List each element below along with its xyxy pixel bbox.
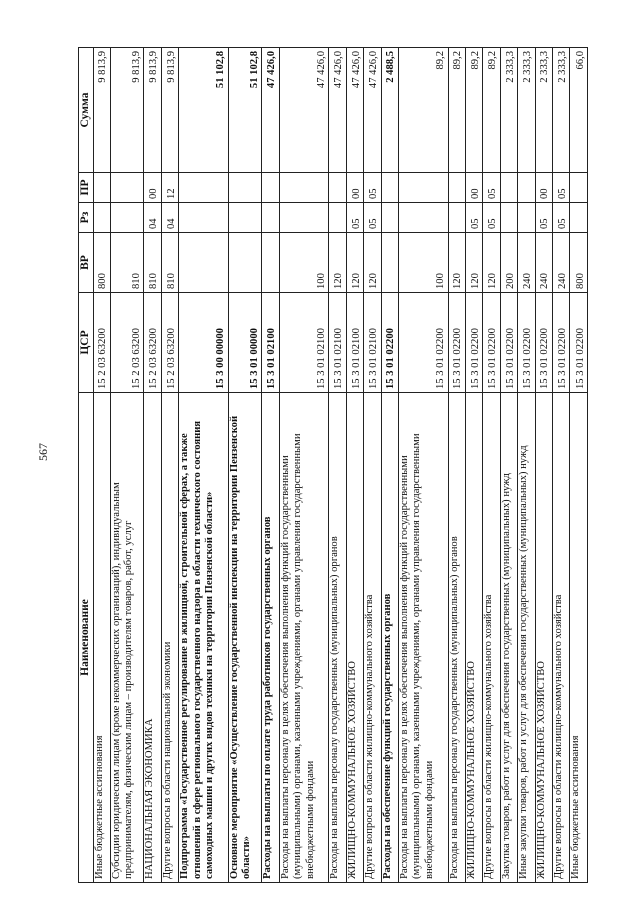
cell-pr [518,173,535,203]
cell-sum: 66,0 [570,48,588,173]
cell-sum: 51 102,8 [228,48,262,173]
cell-pr: 12 [161,173,178,203]
cell-rz: 05 [364,203,381,233]
table-row [228,48,262,883]
cell-csr: 15 3 01 02200 [552,293,569,393]
cell-pr: 05 [364,173,381,203]
cell-name: ЖИЛИЩНО-КОММУНАЛЬНОЕ ХОЗЯЙСТВО [535,393,552,883]
cell-pr [262,173,279,203]
cell-csr: 15 3 01 02200 [448,293,465,393]
cell-sum: 51 102,8 [179,48,229,173]
cell-sum: 47 426,0 [262,48,279,173]
cell-csr: 15 3 01 02200 [483,293,500,393]
header-sum: Сумма [79,48,94,173]
cell-csr: 15 2 03 63200 [110,293,144,393]
budget-table-sheet [78,48,588,883]
cell-csr: 15 3 01 02200 [398,293,448,393]
cell-pr [279,173,329,203]
cell-sum: 2 488,5 [381,48,398,173]
cell-rz: 05 [535,203,552,233]
cell-name: Закупка товаров, работ и услуг для обеспечения государственных (муниципальных) нужд [500,393,517,883]
cell-name: Другие вопросы в области жилищно-коммунального хозяйства [364,393,381,883]
cell-rz [110,203,144,233]
table-row [364,48,381,883]
cell-csr: 15 3 01 02200 [535,293,552,393]
cell-name: ЖИЛИЩНО-КОММУНАЛЬНОЕ ХОЗЯЙСТВО [346,393,363,883]
cell-name: Расходы на обеспечение функций государственных органов [381,393,398,883]
cell-csr: 15 3 01 02100 [279,293,329,393]
cell-rz: 04 [144,203,161,233]
cell-vr: 100 [279,233,329,293]
table-row [552,48,569,883]
cell-sum: 47 426,0 [364,48,381,173]
cell-name: Расходы на выплаты персоналу государственных (муниципальных) органов [448,393,465,883]
cell-name: Иные бюджетные ассигнования [93,393,110,883]
cell-sum: 9 813,9 [144,48,161,173]
table-row [500,48,517,883]
cell-sum: 47 426,0 [279,48,329,173]
cell-vr: 810 [161,233,178,293]
cell-name: НАЦИОНАЛЬНАЯ ЭКОНОМИКА [144,393,161,883]
cell-name: Расходы на выплаты персоналу государственных (муниципальных) органов [329,393,346,883]
table-row [518,48,535,883]
header-csr: ЦСР [79,293,94,393]
table-row [483,48,500,883]
cell-name: Другие вопросы в области жилищно-коммунального хозяйства [483,393,500,883]
cell-sum: 2 333,3 [518,48,535,173]
cell-rz [279,203,329,233]
cell-name: Расходы на выплаты персоналу в целях обеспечения выполнения функций государственными (муниципальными) органами, казенными учреждениями, органами управления государственными внебюджетными фондами [279,393,329,883]
cell-pr: 00 [144,173,161,203]
cell-sum: 2 333,3 [500,48,517,173]
cell-name: Расходы на выплаты по оплате труда работников государственных органов [262,393,279,883]
cell-sum: 2 333,3 [552,48,569,173]
table-row [110,48,144,883]
header-vr: ВР [79,233,94,293]
page-number: 567 [36,443,50,461]
cell-pr [398,173,448,203]
cell-sum: 89,2 [465,48,482,173]
cell-name: Субсидии юридическим лицам (кроме некоммерческих организаций), индивидуальным предпринимателям, физическим лицам – производителям товаров, работ, услуг [110,393,144,883]
cell-csr: 15 2 03 63200 [161,293,178,393]
cell-pr: 00 [346,173,363,203]
cell-csr: 15 3 01 00000 [228,293,262,393]
cell-vr: 100 [398,233,448,293]
cell-sum: 47 426,0 [346,48,363,173]
cell-sum: 89,2 [398,48,448,173]
cell-sum: 9 813,9 [161,48,178,173]
cell-rz [262,203,279,233]
cell-rz [329,203,346,233]
cell-pr: 05 [483,173,500,203]
cell-csr: 15 2 03 63200 [144,293,161,393]
cell-pr [329,173,346,203]
cell-vr: 120 [346,233,363,293]
cell-pr [448,173,465,203]
cell-pr [500,173,517,203]
cell-name: Другие вопросы в области жилищно-коммунального хозяйства [552,393,569,883]
header-name: Наименование [79,393,94,883]
cell-csr: 15 3 01 02100 [329,293,346,393]
cell-csr: 15 3 01 02100 [364,293,381,393]
cell-vr [228,233,262,293]
cell-vr: 810 [110,233,144,293]
cell-pr: 05 [552,173,569,203]
cell-vr [262,233,279,293]
cell-rz [381,203,398,233]
cell-pr [110,173,144,203]
header-rz: Рз [79,203,94,233]
table-row [144,48,161,883]
cell-name: Основное мероприятие «Осуществление государственной инспекции на территории Пензенской области» [228,393,262,883]
cell-vr: 120 [329,233,346,293]
cell-sum: 2 333,3 [535,48,552,173]
cell-sum: 9 813,9 [110,48,144,173]
cell-vr: 120 [483,233,500,293]
table-row [161,48,178,883]
cell-name: Иные бюджетные ассигнования [570,393,588,883]
table-row [448,48,465,883]
cell-name: Другие вопросы в области национальной экономики [161,393,178,883]
cell-sum: 47 426,0 [329,48,346,173]
cell-sum: 9 813,9 [93,48,110,173]
cell-rz [448,203,465,233]
table-row [179,48,229,883]
cell-name: Расходы на выплаты персоналу в целях обеспечения выполнения функций государственными (муниципальными) органами, казенными учреждениями, органами управления государственными внебюджетными фондами [398,393,448,883]
cell-pr [381,173,398,203]
cell-rz [228,203,262,233]
cell-vr: 800 [570,233,588,293]
cell-vr: 200 [500,233,517,293]
table-row [279,48,329,883]
cell-rz [518,203,535,233]
cell-vr: 810 [144,233,161,293]
budget-table [78,47,588,883]
cell-pr [93,173,110,203]
cell-rz [500,203,517,233]
cell-pr: 00 [535,173,552,203]
table-header-row [79,48,94,883]
table-row [381,48,398,883]
table-row [398,48,448,883]
cell-rz: 05 [465,203,482,233]
cell-vr: 240 [518,233,535,293]
cell-csr: 15 3 01 02200 [465,293,482,393]
cell-pr: 00 [465,173,482,203]
cell-csr: 15 3 01 02200 [500,293,517,393]
table-row [346,48,363,883]
cell-vr: 240 [535,233,552,293]
cell-rz: 05 [346,203,363,233]
cell-vr: 120 [448,233,465,293]
cell-pr [179,173,229,203]
table-row [465,48,482,883]
cell-vr [381,233,398,293]
header-pr: ПР [79,173,94,203]
cell-pr [570,173,588,203]
cell-rz [93,203,110,233]
cell-rz [179,203,229,233]
cell-csr: 15 2 03 63200 [93,293,110,393]
cell-vr: 120 [364,233,381,293]
cell-csr: 15 3 01 02100 [262,293,279,393]
table-row [262,48,279,883]
cell-csr: 15 3 01 02200 [570,293,588,393]
table-row [93,48,110,883]
cell-rz: 04 [161,203,178,233]
cell-rz [570,203,588,233]
cell-csr: 15 3 01 02200 [381,293,398,393]
cell-vr: 240 [552,233,569,293]
table-row [329,48,346,883]
cell-name: Подпрограмма «Государственное регулирование в жилищной, строительной сферах, а также отношений в сфере регионального государственного надзора в области технического состояния самоходных машин и других видов техники на территории Пензенской области» [179,393,229,883]
cell-sum: 89,2 [448,48,465,173]
cell-name: ЖИЛИЩНО-КОММУНАЛЬНОЕ ХОЗЯЙСТВО [465,393,482,883]
cell-csr: 15 3 00 00000 [179,293,229,393]
cell-vr [179,233,229,293]
cell-name: Иные закупки товаров, работ и услуг для обеспечения государственных (муниципальных) нужд [518,393,535,883]
cell-csr: 15 3 01 02100 [346,293,363,393]
cell-sum: 89,2 [483,48,500,173]
cell-vr: 120 [465,233,482,293]
cell-pr [228,173,262,203]
cell-rz [398,203,448,233]
table-row [535,48,552,883]
cell-csr: 15 3 01 02200 [518,293,535,393]
cell-vr: 800 [93,233,110,293]
cell-rz: 05 [483,203,500,233]
cell-rz: 05 [552,203,569,233]
table-row [570,48,588,883]
